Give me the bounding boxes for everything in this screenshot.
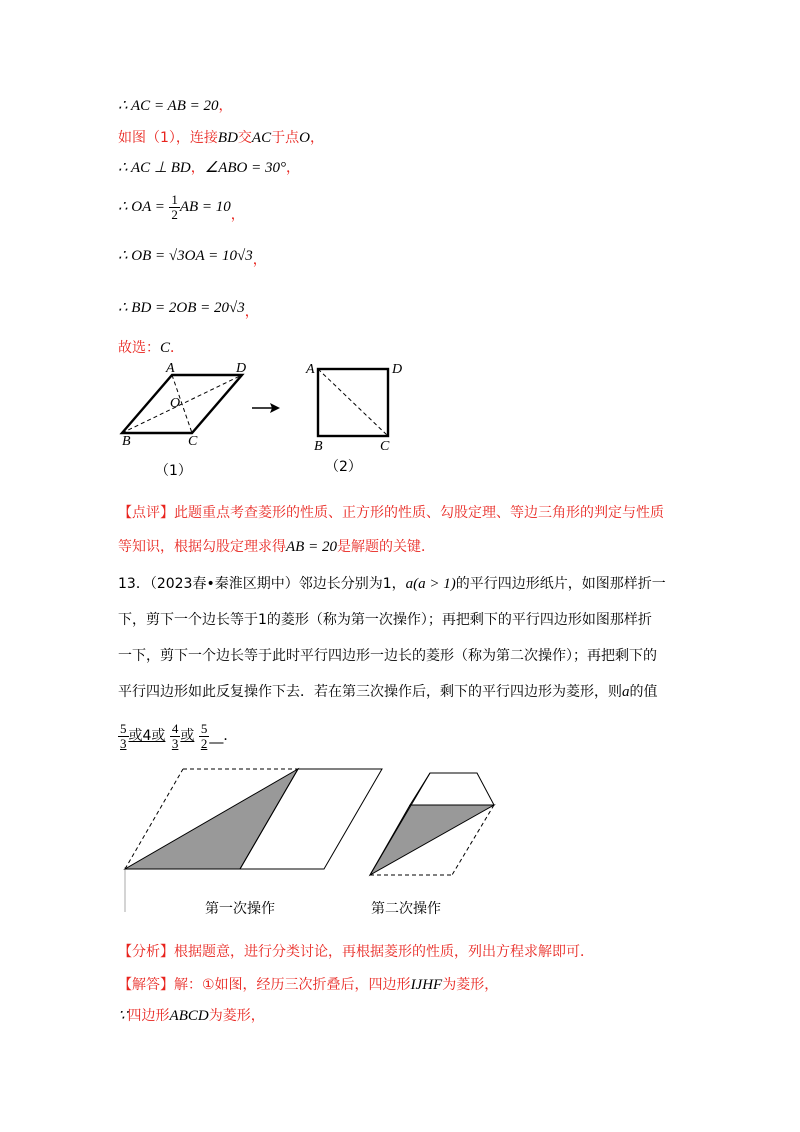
analysis-text: 根据题意，进行分类讨论，再根据菱形的性质，列出方程求解即可． bbox=[174, 944, 594, 960]
q13-text-4b: 的值 bbox=[629, 684, 658, 700]
punct: ， bbox=[286, 160, 300, 176]
solution-line-2 bbox=[118, 1006, 265, 1026]
solution-text-3: 四边形 bbox=[127, 1008, 170, 1024]
solution-text-4: 为菱形， bbox=[208, 1008, 265, 1024]
q13-line-2 bbox=[118, 602, 688, 638]
text-jiao: 交 bbox=[237, 130, 252, 146]
line-bd bbox=[118, 298, 259, 318]
math-a: a bbox=[622, 684, 630, 700]
math-bd-eq: ∴ BD = 2OB = 20√3 bbox=[118, 300, 245, 316]
shaded-triangle-1 bbox=[125, 769, 298, 869]
solution-tag: 【解答】 bbox=[118, 977, 174, 993]
math-ac-perp-bd: ∴ AC ⊥ BD bbox=[118, 160, 191, 176]
solution-line-1 bbox=[118, 975, 498, 995]
q13-text-3: 一下，剪下一个边长等于此时平行四边形一边长的菱形（称为第二次操作）；再把剩下的 bbox=[118, 648, 657, 664]
question-13 bbox=[118, 566, 688, 710]
text-choice: 故选： bbox=[118, 340, 160, 356]
punct: ， bbox=[218, 98, 233, 114]
comment-tag: 【点评】 bbox=[118, 505, 174, 521]
line-perpendicular bbox=[118, 158, 300, 178]
fraction-5-2 bbox=[199, 722, 210, 751]
q13-line-3 bbox=[118, 638, 688, 674]
math-ab-10: AB = 10 bbox=[179, 199, 231, 215]
math-ijhf: IJHF bbox=[410, 977, 443, 993]
frac-num: 5 bbox=[120, 720, 127, 736]
math-abcd: ABCD bbox=[169, 1008, 209, 1024]
math-o: O bbox=[299, 130, 310, 146]
frac-num: 5 bbox=[200, 720, 208, 736]
label-a2: A bbox=[306, 362, 315, 377]
label-d2: D bbox=[392, 362, 403, 377]
frac-num: 4 bbox=[171, 720, 179, 736]
because-symbol: ∵ bbox=[118, 1008, 128, 1024]
frac-den: 3 bbox=[171, 735, 179, 751]
caption-second-operation: 第二次操作 bbox=[371, 901, 441, 917]
solution-text-2: 为菱形， bbox=[442, 977, 499, 993]
label-c1: C bbox=[188, 434, 198, 449]
text-connect: 如图（1），连接 bbox=[118, 130, 218, 146]
math-angle-abo: ∠ABO = 30° bbox=[204, 160, 286, 176]
math-c: C bbox=[160, 340, 171, 356]
punct: ， bbox=[309, 130, 324, 146]
fraction-4-3 bbox=[170, 722, 181, 751]
punct: ． bbox=[170, 340, 185, 356]
math-ob: ∴ OB = √3OA = 10√3 bbox=[118, 248, 253, 264]
q13-text-2: 下，剪下一个边长等于1的菱形（称为第一次操作）；再把剩下的平行四边形如图那样折 bbox=[118, 612, 652, 628]
comment-text-3: 是解题的关键． bbox=[336, 539, 435, 555]
label-c2: C bbox=[380, 439, 390, 454]
frac-den: 3 bbox=[120, 735, 127, 751]
answer-blank: __． bbox=[209, 728, 238, 744]
comment-line-1 bbox=[118, 496, 688, 530]
math-ac: AC bbox=[251, 130, 272, 146]
frac-num: 1 bbox=[171, 191, 178, 207]
analysis-tag: 【分析】 bbox=[118, 944, 174, 960]
answer-or-2: 或 bbox=[180, 728, 195, 744]
math-a-gt-1: a(a > 1) bbox=[405, 576, 456, 592]
comment-line-2 bbox=[118, 530, 688, 564]
question-source: （2023春•秦淮区期中） bbox=[149, 576, 299, 592]
label-o1: O bbox=[170, 396, 181, 411]
comment-text-2: 等知识，根据勾股定理求得 bbox=[118, 539, 286, 555]
label-a1: A bbox=[166, 361, 175, 376]
frac-den: 2 bbox=[200, 735, 208, 751]
top-rect-2 bbox=[410, 773, 494, 805]
solution-text-1: 解：①如图，经历三次折叠后，四边形 bbox=[174, 977, 411, 993]
line-oa bbox=[118, 192, 245, 222]
caption-figure-2: （2） bbox=[325, 459, 362, 475]
q13-line-1 bbox=[118, 566, 688, 602]
math-oa-eq: ∴ OA = bbox=[118, 199, 165, 215]
comment-text-1: 此题重点考查菱形的性质、正方形的性质、勾股定理、等边三角形的判定与性质 bbox=[174, 505, 664, 521]
math-ab-20: AB = 20 bbox=[286, 539, 337, 555]
question-number: 13． bbox=[118, 576, 150, 592]
label-d1: D bbox=[236, 361, 247, 376]
caption-figure-1: （1） bbox=[155, 463, 192, 479]
line-ac-eq-ab bbox=[118, 96, 233, 116]
punct: ， bbox=[244, 304, 259, 320]
punct: ， bbox=[252, 252, 267, 268]
answer-line bbox=[118, 716, 237, 756]
fraction-5-3 bbox=[118, 722, 129, 751]
label-b2: B bbox=[314, 439, 323, 454]
diagonal-ac-square bbox=[318, 369, 388, 436]
label-b1: B bbox=[122, 434, 131, 449]
punct: ， bbox=[230, 207, 245, 223]
q13-text-1b: 的平行四边形纸片，如图那样折一 bbox=[455, 576, 666, 592]
figure-folding-operations bbox=[118, 762, 518, 912]
answer-or-1: 或4或 bbox=[128, 728, 166, 744]
q13-line-4 bbox=[118, 674, 688, 710]
q13-text-1a: 邻边长分别为1， bbox=[298, 576, 406, 592]
caption-first-operation: 第一次操作 bbox=[205, 901, 275, 917]
math-bd: BD bbox=[217, 130, 238, 146]
math-ac-ab: ∴ AC = AB = 20 bbox=[118, 98, 219, 114]
fraction-half bbox=[169, 193, 180, 222]
line-connect-bd bbox=[118, 128, 324, 148]
comment-block bbox=[118, 496, 688, 564]
q13-text-4a: 平行四边形如此反复操作下去．若在第三次操作后，剩下的平行四边形为菱形，则 bbox=[118, 684, 622, 700]
analysis-line bbox=[118, 942, 594, 962]
line-ob bbox=[118, 246, 267, 266]
punct: ， bbox=[190, 160, 205, 176]
text-yudian: 于点 bbox=[271, 130, 300, 146]
diagonal-bd bbox=[122, 375, 242, 433]
frac-den: 2 bbox=[171, 206, 178, 222]
shaded-triangle-2 bbox=[370, 805, 494, 875]
